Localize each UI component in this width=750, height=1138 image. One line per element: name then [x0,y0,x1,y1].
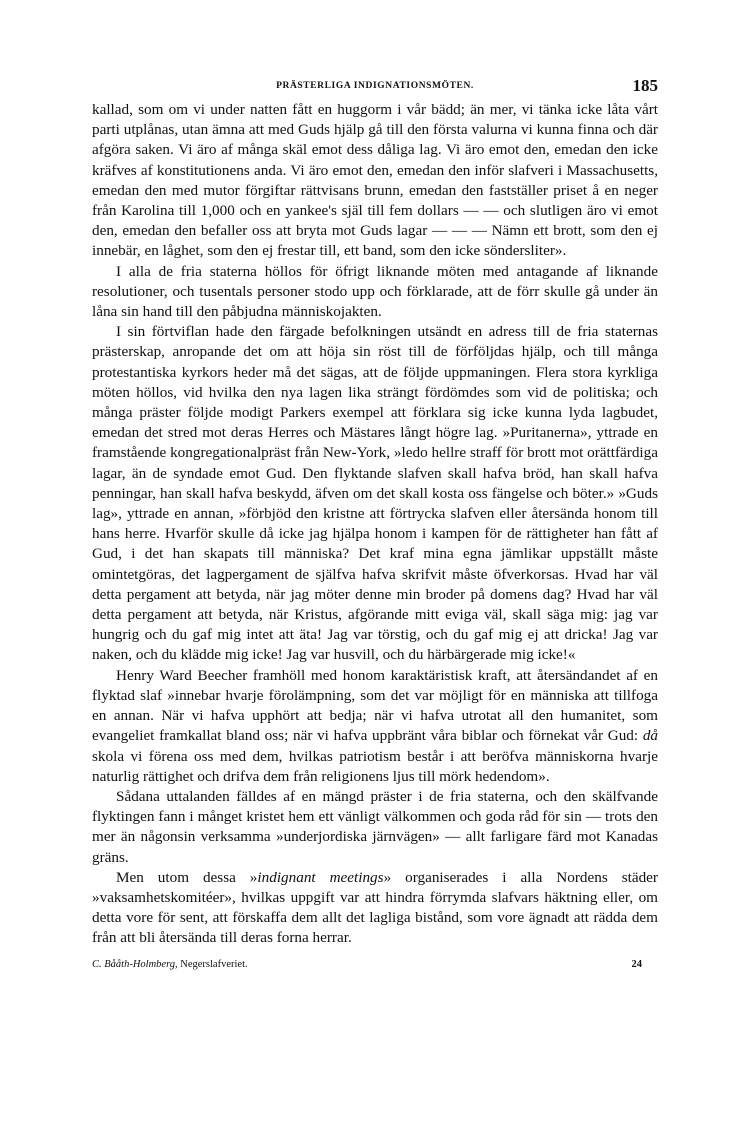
paragraph-text: skola vi förena oss med dem, hvilkas patriotism består i att beröfva människorna hvarje naturlig rättighet och drifva dem från religionens ljus till mörk hedendom». [92,747,658,785]
italic-text: då [642,727,658,745]
paragraph-text: Sådana uttalanden fälldes af en mängd präster i de fria staterna, och den skälfvande flyktingen fann i månget kristet hem ett vänligt välkommen och goda råd för sin — trots den mer än någonsin verksamma »underjordiska järnvägen» — allt farligare färd mot Kanadas gräns. [92,787,658,866]
paragraph-text: kallad, som om vi under natten fått en huggorm i vår bädd; än mer, vi tänka icke låta vårt parti utplånas, utan ämna att med Guds hjälp gå till den första valurna vi kunna finna och där afgöra saken. Vi äro af många skäl emot dess dåliga lag. Vi äro emot den, emedan den icke kräfves af konstitutionens anda. Vi äro emot den, emedan den inför slafveri i Massachusetts, emedan den med mutor förgiftar rättvisans brunn, emedan den fastställer priset å en neger från Karolina till 1,000 och en yankee's själ till fem dollars — — och slutligen äro vi emot den, emedan den befaller oss att bryta mot Guds lagar — — — Nämn ett brott, som den ej innebär, en låghet, som den ej frestar till, ett band, som den icke söndersliter». [92,101,658,260]
footer-author: C. Bååth-Holmberg, [92,958,178,970]
italic-text: indignant meetings [257,868,384,886]
paragraph [92,868,658,949]
paragraph-text: I sin förtviflan hade den färgade befolkningen utsändt en adress till de fria staternas prästerskap, anropande det om att höja sin röst till de förföljdas hjälp, och till många protestantiska kyrkors heder må det sägas, att de följde uppmaningen. Flera stora kyrkliga möten höllos, vid hvilka den nya lagen lika strängt fördömdes som vid de politiska; och många präster följde modigt Parkers exempel att förklara sig icke kunna lyda lagbudet, emedan det stred mot deras Herres och Mästares långt högre lag. »Puritanerna», yttrade en framstående kongregationalpräst från New-York, »ledo hellre straff för brott mot orättfärdiga lagar, än de syndade emot Gud. Den flyktande slafven skall hafva bröd, han skall hafva penningar, han skall hafva beskydd, äfven om det skall kosta oss fängelse och böter.» »Guds lag», yttrade en annan, »förbjöd den kristne att förtrycka slafven eller återsända honom till hans herre. Hvarför skulle då icke jag hjälpa honom i kampen för de rättigheter han fått af Gud, i det han skapats till människa? Det kraf mina egna jämlikar uppställt måste omintetgöras, det lagpergament de själfva hafva skrifvit måste öfverkorsas. Hvad har väl detta pergament att betyda, när jag möter denne min broder på domens dag? Hvad har väl detta pergament att betyda, när Kristus, afgörande mitt eviga väl, skall säga mig: jag var hungrig och du gaf mig intet att äta! Jag var törstig, och du gaf mig ej att dricka! Jag var naken, och du klädde mig icke! Jag var husvill, och du härbärgerade mig icke!« [92,323,658,664]
footer-signature [92,959,248,970]
paragraph [92,666,658,787]
footer-book-title: Negerslafveriet. [180,958,248,970]
paragraph [92,322,658,665]
book-page [92,76,658,977]
paragraph [92,787,658,868]
running-title: PRÄSTERLIGA INDIGNATIONSMÖTEN. [276,81,474,91]
page-footer [92,959,658,977]
body-text [92,100,658,949]
paragraph-text: I alla de fria staterna höllos för öfrigt liknande möten med antagande af liknande resolutioner, och tusentals personer stodo upp och förklarade, att de förr skulle gå under än låna sin hand till den påbjudna människojakten. [92,262,658,321]
page-number: 185 [632,76,658,95]
paragraph [92,262,658,323]
paragraph-text: Henry Ward Beecher framhöll med honom karaktäristisk kraft, att återsändandet af en flyktad slaf »innebar hvarje förolämpning, som det var möjligt för en människa att tillfoga en annan. När vi hafva upphört att bedja; när vi hafva utrotat all den humanitet, som evangeliet framkallat bland oss; när vi hafva uppbränt våra biblar och förnekat vår Gud: [92,666,658,745]
paragraph [92,100,658,262]
paragraph-text: » organiserades i alla Nordens städer »vaksamhetskomitéer», hvilkas uppgift var att hindra förrymda slafvars häktning eller, om detta vore för sent, att förskaffa dem allt det lagliga bistånd, som vore ägnadt att rädda dem från att bli återsända till deras forna herrar. [92,868,658,947]
sheet-number: 24 [631,958,642,970]
page-header [92,76,658,96]
paragraph-text: Men utom dessa » [116,868,258,886]
